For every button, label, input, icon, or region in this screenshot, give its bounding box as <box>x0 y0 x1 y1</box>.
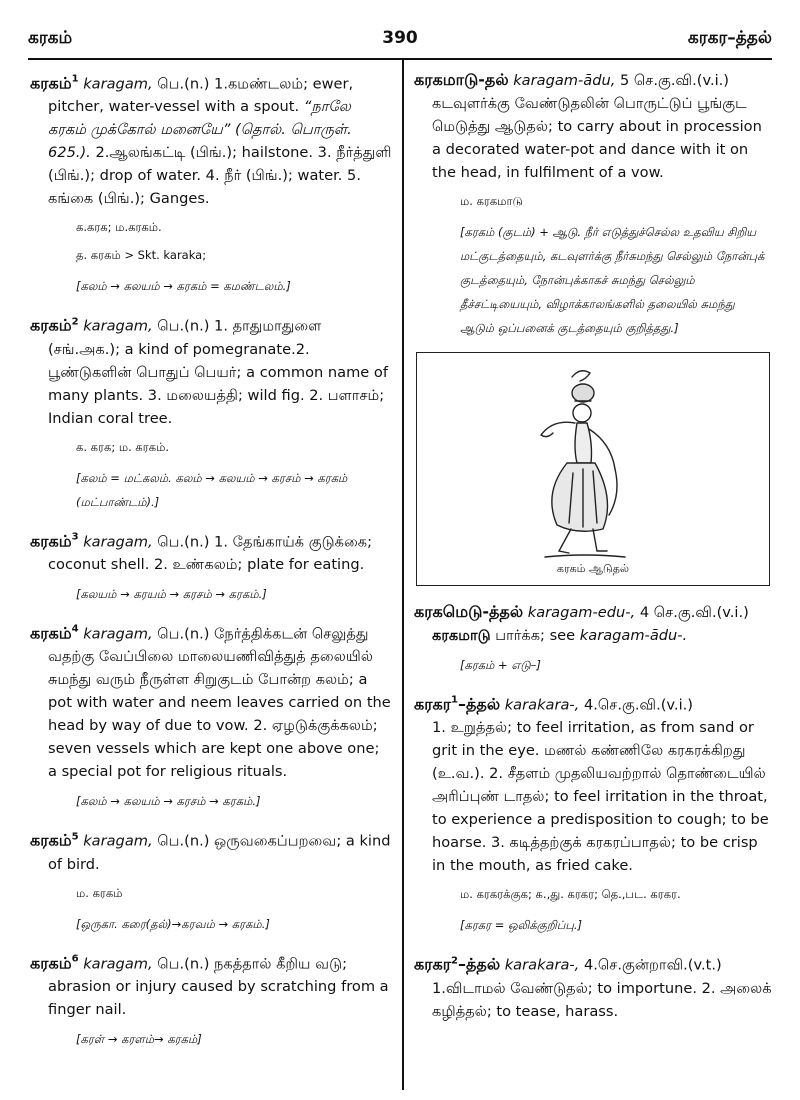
definition-text: pitcher, water-vessel with a spout. <box>48 98 304 116</box>
homograph-number: 4 <box>71 623 79 635</box>
definition-first-line: 4 செ.கு.வி.(v.i.) <box>635 604 749 621</box>
etymology-note: [கரகர = ஒலிக்குறிப்பு.] <box>460 918 583 933</box>
cross-reference-transliteration: karagam-ādu-. <box>579 627 688 644</box>
definition-first-line: பெ.(n.) 1.கமண்டலம்; ewer, <box>152 75 354 93</box>
dictionary-entry <box>414 68 772 184</box>
header-right-guideword: கரகர–த்தல் <box>687 28 772 48</box>
headword: கரகமெடு-த்தல் <box>414 602 524 621</box>
definition-text: 1. உறுத்தல்; to feel irritation, as from sand or grit in the eye. மணல் கண்ணிலே கரகரக்கிறது (உ.வ.). 2. சீதளம் முதலியவற்றால் தொண்டையில் அரிப்புண் டாதல்; to feel irritation in the throat, to experience a predisposition to cough; to be hoarse. 3. கடித்தற்குக் கரகரப்பாதல்; to be crisp in the mouth, as fried cake. <box>432 719 769 875</box>
homograph-number: 3 <box>71 531 79 543</box>
definition-first-line: பெ.(n.) 1. தேங்காய்க் குடுக்கை; <box>152 532 373 550</box>
header-left-guideword: கரகம் <box>28 28 73 48</box>
homograph-number: 2 <box>71 316 79 328</box>
headword: கரகம் <box>30 73 72 93</box>
homograph-number: 2 <box>451 955 458 967</box>
definition-text: abrasion or injury caused by scratching from a finger nail. <box>48 977 389 1018</box>
definition-first-line: பெ.(n.) 1. தாதுமாதுளை <box>152 317 322 335</box>
etymology-note: [கரகம் + எடு–] <box>460 658 541 672</box>
headword: கரகம் <box>30 530 72 550</box>
definition-text: of bird. <box>48 855 100 873</box>
transliteration: karagam, <box>83 532 153 550</box>
headword: கரகம் <box>30 315 72 335</box>
homograph-number: 1 <box>71 74 79 85</box>
etymology-note: [கரகம் (குடம்) + ஆடு. நீர் எடுத்துச்செல்ல உதவிய சிறிய மட்குடத்தையும், கடவுளர்க்கு நீர்சுமந்து செல்லும் நோன்புக் குடத்தையும், நோன்புக்காகச் சுமந்து செல்லும் தீச்சட்டியையும், விழாக்காலங்களில் தலையில் சுமந்து ஆடும் ஒப்பனைக் குடத்தையும் குறித்தது.] <box>460 225 765 335</box>
headword-suffix: –த்தல் <box>457 954 501 974</box>
left-column <box>30 68 392 1063</box>
headword: கரகம் <box>30 623 72 643</box>
definition-first-line: 5 செ.கு.வி.(v.i.) <box>615 72 729 89</box>
dictionary-entry <box>414 600 772 647</box>
transliteration: karagam, <box>83 75 153 93</box>
definition-first-line: 4.செ.கு.வி.(v.i.) <box>579 696 693 714</box>
page-number: 390 <box>382 28 418 48</box>
cognates: க.கரக; ம.கரகம். <box>76 220 162 235</box>
definition-text: 1.விடாமல் வேண்டுதல்; to importune. 2. அலைக் கழித்தல்; to tease, harass. <box>432 979 772 1020</box>
definition-text: coconut shell. 2. உண்கலம்; plate for eating. <box>48 555 365 573</box>
definition-text: பார்க்க; see <box>490 627 580 644</box>
dictionary-entry <box>30 526 392 576</box>
dictionary-entry <box>30 618 392 783</box>
headword: கரகர <box>414 954 451 974</box>
homograph-number: 6 <box>71 953 79 965</box>
definition-text-continued: 2.ஆலங்கட்டி (பிங்.); hailstone. 3. நீர்த்துளி (பிங்.); drop of water. 4. நீர் (பிங்.); water. 5. கங்கை (பிங்.); Ganges. <box>48 144 392 208</box>
dictionary-entry <box>30 825 392 875</box>
cognates: க. கரக; ம. கரகம். <box>76 439 169 454</box>
transliteration: karagam, <box>83 317 153 335</box>
dictionary-entry <box>30 68 392 210</box>
etymology-note: [கலம் = மட்கலம். கலம் → கலயம் → கரசம் → கரகம் (மட்பாண்டம்).] <box>76 470 348 509</box>
headword: கரகமாடு-தல் <box>414 70 509 89</box>
transliteration: karagam-edu-, <box>527 604 636 621</box>
transliteration: karagam, <box>83 954 153 972</box>
etymology-note: [ஒருகா. கரை(தல்)→கரவம் → கரகம்.] <box>76 916 270 931</box>
dictionary-entry <box>30 310 392 429</box>
etymology-note: [கலம் → கலயம் → கரகம் = கமண்டலம்.] <box>76 279 291 294</box>
cross-reference-headword: கரகமாடு <box>432 627 491 644</box>
illustration-caption: கரகம் ஆடுதல் <box>556 562 630 575</box>
transliteration: karagam, <box>83 625 153 643</box>
definition-first-line: பெ.(n.) நேர்த்திக்கடன் செலுத்து <box>152 625 369 643</box>
cognates: ம. கரகமாடு <box>460 194 523 208</box>
dancer-illustration-icon <box>417 353 769 585</box>
transliteration: karakara-, <box>504 956 580 974</box>
transliteration: karagam-ādu, <box>513 72 616 89</box>
headword: கரகர <box>414 694 451 714</box>
etymology-note: [கலம் → கலயம் → கரசம் → கரகம்.] <box>76 794 261 809</box>
homograph-number: 1 <box>451 695 458 706</box>
definition-first-line: 4.செ.குன்றாவி.(v.t.) <box>579 956 722 974</box>
citation-quote: “நாலே கரகம் முக்கோல் மனையே” (தொல். பொருள். 625.). <box>48 98 352 162</box>
right-column <box>414 68 772 1029</box>
etymology-note: [கலயம் → கரயம் → கரசம் → கரகம்.] <box>76 586 267 601</box>
definition-text: (சங்.அக.); a kind of pomegranate.2. பூண்டுகளின் பொதுப் பெயர்; a common name of many plants. 3. மலையத்தி; wild fig. 2. பளாசம்; Indian coral tree. <box>48 340 388 427</box>
page-header <box>28 28 772 56</box>
headword-suffix: –த்தல் <box>457 694 501 714</box>
headword: கரகம் <box>30 830 72 850</box>
dictionary-entry <box>414 949 772 1022</box>
homograph-number: 5 <box>71 831 79 843</box>
column-divider <box>402 60 404 1090</box>
transliteration: karakara-, <box>504 696 580 714</box>
definition-text: வதற்கு வேப்பிலை மாலையணிவித்துத் தலையில் சுமந்து வரும் நீருள்ள சிறுகுடம் போன்ற கலம்; a pot with water and neem leaves carried on the head by way of due to vow. 2. ஏழடுக்குக்கலம்; seven vessels which are kept one above one; a special pot for religious rituals. <box>48 648 391 781</box>
cognates-sanskrit: த. கரகம் > Skt. karaka; <box>76 248 207 263</box>
illustration-frame <box>416 352 770 586</box>
definition-first-line: பெ.(n.) ஒருவகைப்பறவை; a kind <box>152 832 391 850</box>
cognates: ம. கரகரக்குக; க.,து. கரகர; தெ.,பட. கரகர. <box>460 887 681 902</box>
etymology-note: [கரள் → கரளம்→ கரகம்] <box>76 1031 202 1046</box>
dictionary-entry <box>30 948 392 1021</box>
header-rule <box>28 58 772 60</box>
definition-text: கடவுளர்க்கு வேண்டுதலின் பொருட்டுப் பூங்குட மெடுத்து ஆடுதல்; to carry about in procession a decorated water-pot and dance with it on the head, in fulfilment of a vow. <box>432 95 762 181</box>
transliteration: karagam, <box>83 832 153 850</box>
cognates: ம. கரகம் <box>76 885 123 900</box>
definition-first-line: பெ.(n.) நகத்தால் கீறிய வடு; <box>152 954 348 972</box>
dictionary-entry <box>414 689 772 877</box>
headword: கரகம் <box>30 952 72 972</box>
